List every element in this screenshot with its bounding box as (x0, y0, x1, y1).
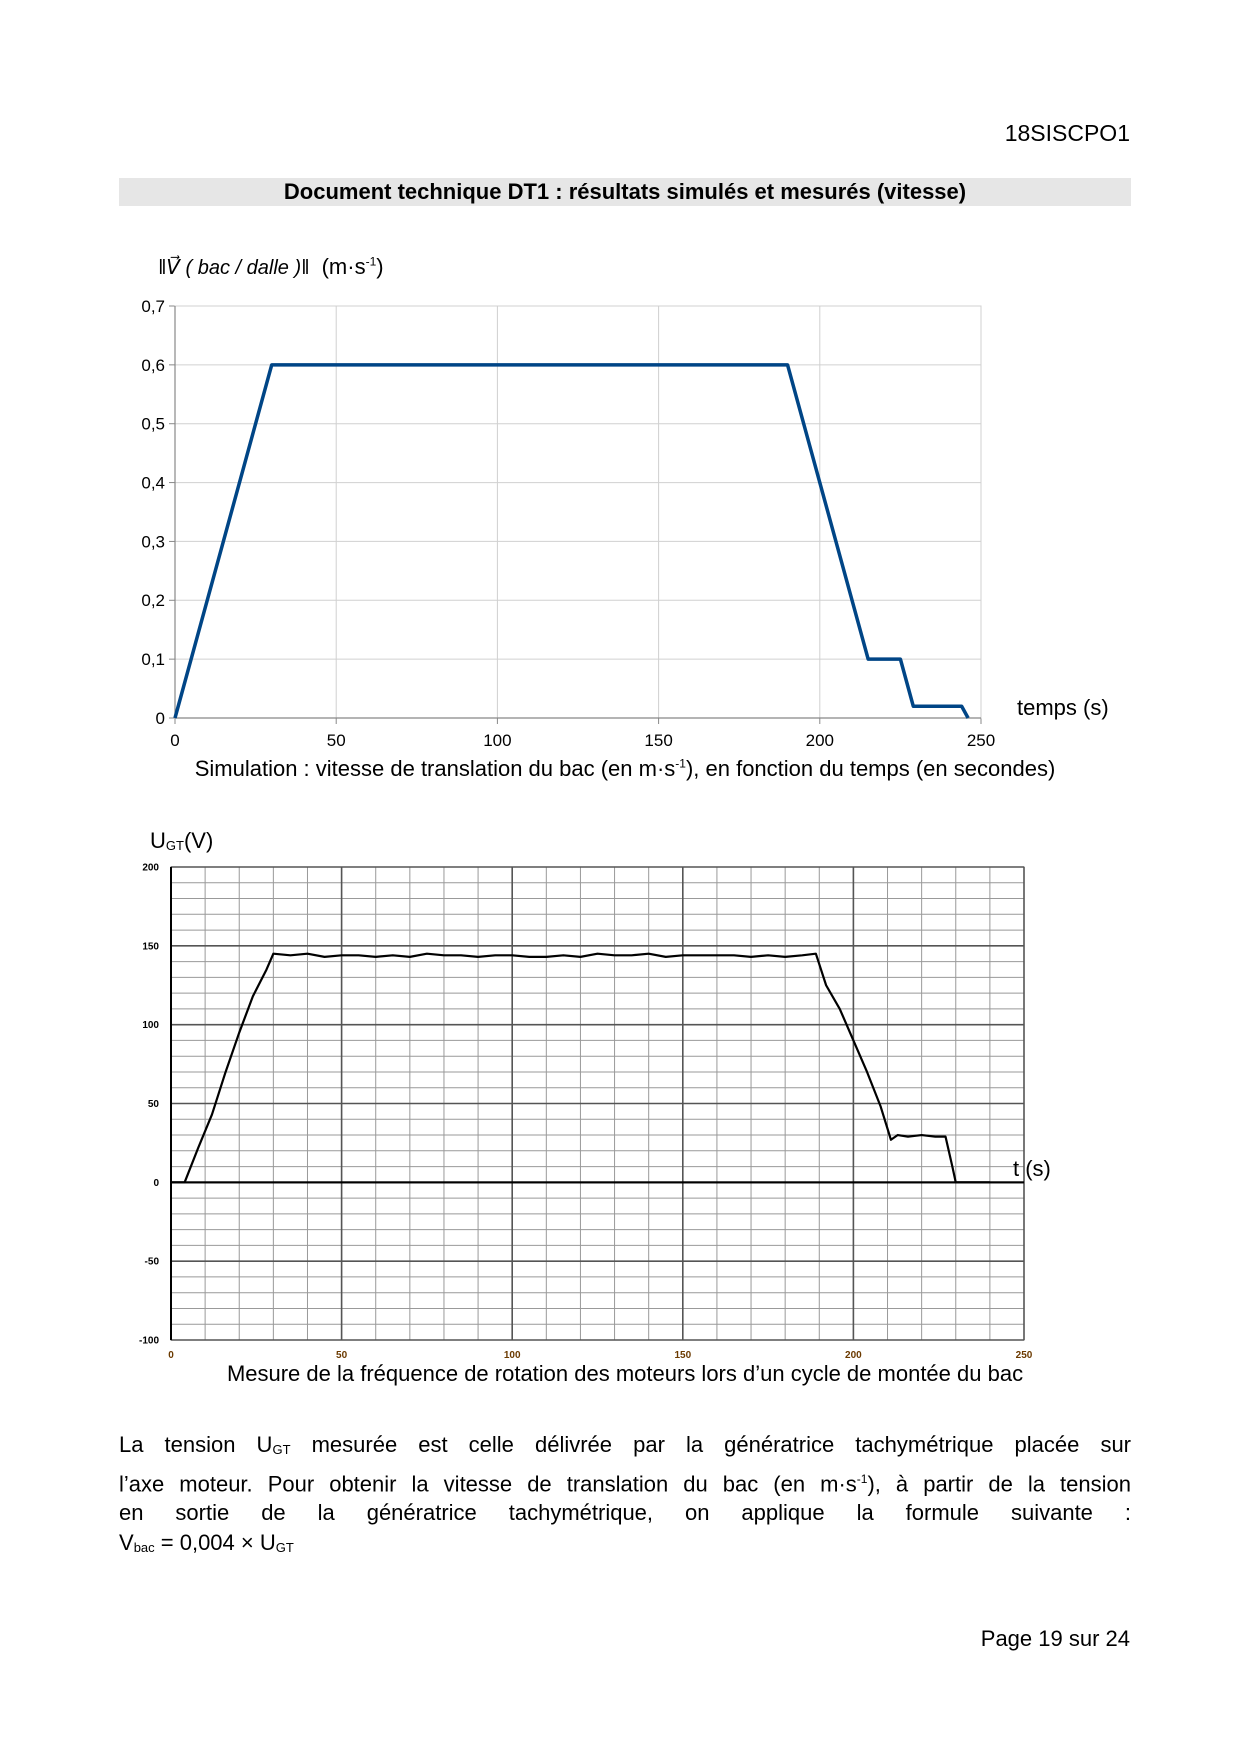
y-tick-label: -50 (144, 1256, 159, 1268)
y-tick-label: 0,7 (141, 296, 165, 316)
u-unit: (V) (183, 828, 214, 853)
chart2-caption: Mesure de la fréquence de rotation des moteurs lors d’un cycle de montée du bac (226, 1361, 1024, 1386)
text: l’axe moteur. Pour obtenir la vitesse de translation du bac (en m·s (119, 1470, 857, 1496)
caption-text-end: ), en fonction du temps (en secondes) (685, 756, 1056, 781)
text: = 0,004 × U (154, 1529, 276, 1555)
y-tick-label: 0 (153, 1177, 159, 1189)
y-tick-label: 100 (142, 1020, 159, 1032)
u-symbol: U (150, 828, 166, 853)
chart1-x-axis-label: temps (s) (1017, 695, 1109, 720)
y-tick-label: 0,1 (141, 650, 165, 670)
x-tick-label: 250 (1015, 1350, 1033, 1360)
sub: GT (272, 1442, 291, 1457)
x-tick-label: 0 (168, 1350, 174, 1360)
text: en sortie de la génératrice tachymétrique, on applique la formule suivante : (119, 1500, 1131, 1526)
text: mesurée est celle délivrée par la génératrice tachymétrique placée sur (290, 1432, 1132, 1457)
x-tick-label: 0 (170, 731, 180, 750)
exp: -1 (856, 1471, 868, 1486)
document-code: 18SISCPO1 (1004, 120, 1130, 146)
y-tick-label: 0,5 (141, 414, 165, 434)
sub: bac (133, 1539, 155, 1555)
caption-exp: -1 (675, 756, 686, 771)
x-tick-label: 100 (503, 1350, 521, 1360)
page-number: Page 19 sur 24 (980, 1626, 1130, 1651)
unit: (m·s (321, 254, 366, 279)
chart2-x-axis-label: t (s) (1013, 1156, 1051, 1181)
x-tick-label: 100 (483, 731, 512, 750)
section-title: Document technique DT1 : résultats simulés et mesurés (vitesse) (119, 178, 1131, 206)
u-sub: GT (165, 838, 184, 853)
x-tick-label: 200 (805, 731, 834, 750)
velocity-symbol: ‖V⃗ ( bac / dalle )‖ (158, 257, 310, 279)
unit-exp: -1 (365, 254, 377, 269)
caption-text: Simulation : vitesse de translation du bac (en m·s (194, 756, 676, 781)
x-tick-label: 250 (966, 731, 996, 750)
x-tick-label: 150 (674, 1350, 692, 1360)
y-tick-label: 0,4 (141, 473, 165, 493)
y-tick-label: 200 (142, 862, 159, 874)
text: ), à partir de la tension (867, 1470, 1131, 1496)
y-tick-label: 50 (147, 1099, 159, 1110)
x-tick-label: 50 (326, 731, 346, 750)
unit-close: ) (376, 254, 384, 279)
formula (119, 1528, 1131, 1563)
y-tick-label: 0,2 (141, 591, 165, 611)
y-tick-label: 0 (155, 708, 165, 728)
sub: GT (275, 1539, 294, 1555)
text: La tension U (119, 1432, 273, 1457)
x-tick-label: 50 (336, 1350, 348, 1360)
text: V (119, 1529, 134, 1555)
explanation-paragraph (119, 1430, 1131, 1562)
x-tick-label: 200 (845, 1350, 862, 1360)
y-tick-label: 0,3 (141, 532, 165, 552)
y-tick-label: 0,6 (141, 355, 165, 375)
y-tick-label: -100 (138, 1335, 159, 1347)
y-tick-label: 150 (142, 941, 159, 953)
x-tick-label: 150 (644, 731, 673, 750)
